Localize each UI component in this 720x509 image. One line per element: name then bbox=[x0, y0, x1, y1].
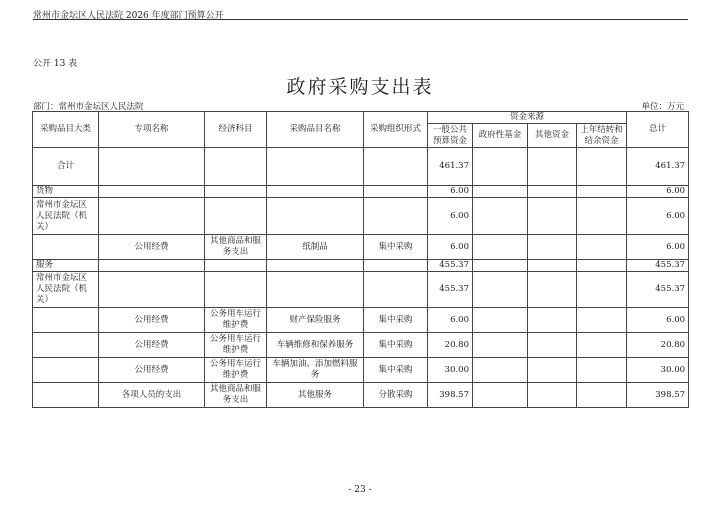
table-row bbox=[33, 272, 689, 308]
cell-form: 分散采购 bbox=[364, 383, 428, 408]
cell-general-budget: 455.37 bbox=[428, 260, 473, 272]
table-row bbox=[33, 186, 689, 198]
cell-category bbox=[33, 308, 99, 333]
col-header-item: 采购品目名称 bbox=[267, 112, 364, 148]
document-title: 政府采购支出表 bbox=[286, 76, 434, 98]
cell-form bbox=[364, 186, 428, 198]
cell-total: 455.37 bbox=[627, 272, 689, 308]
cell-item: 车辆加油、添加燃料服务 bbox=[267, 358, 364, 383]
col-header-fund-source: 资金来源 bbox=[428, 112, 627, 124]
cell-other-fund bbox=[528, 235, 577, 260]
col-header-econ: 经济科目 bbox=[205, 112, 267, 148]
cell-econ: 公务用车运行维护费 bbox=[205, 358, 267, 383]
cell-item: 财产保险服务 bbox=[267, 308, 364, 333]
col-header-project: 专项名称 bbox=[99, 112, 205, 148]
cell-general-budget: 6.00 bbox=[428, 186, 473, 198]
cell-general-budget: 6.00 bbox=[428, 235, 473, 260]
unit-label: 单位：万元 bbox=[641, 102, 684, 112]
cell-project bbox=[99, 260, 205, 272]
cell-category: 常州市金坛区人民法院（机关） bbox=[33, 198, 99, 235]
cell-general-budget: 30.00 bbox=[428, 358, 473, 383]
cell-gov-fund bbox=[473, 148, 528, 186]
cell-project bbox=[99, 272, 205, 308]
cell-carryover bbox=[577, 148, 627, 186]
cell-project bbox=[99, 148, 205, 186]
cell-carryover bbox=[577, 333, 627, 358]
cell-project: 公用经费 bbox=[99, 308, 205, 333]
procurement-table bbox=[32, 111, 689, 408]
cell-total: 30.00 bbox=[627, 358, 689, 383]
cell-other-fund bbox=[528, 186, 577, 198]
cell-item: 其他服务 bbox=[267, 383, 364, 408]
cell-general-budget: 6.00 bbox=[428, 198, 473, 235]
cell-gov-fund bbox=[473, 308, 528, 333]
cell-item bbox=[267, 272, 364, 308]
cell-econ bbox=[205, 186, 267, 198]
cell-item: 车辆维修和保养服务 bbox=[267, 333, 364, 358]
table-row bbox=[33, 333, 689, 358]
cell-econ bbox=[205, 272, 267, 308]
cell-category bbox=[33, 383, 99, 408]
cell-total: 398.57 bbox=[627, 383, 689, 408]
header-divider bbox=[33, 19, 688, 20]
cell-project: 各项人员的支出 bbox=[99, 383, 205, 408]
cell-econ: 其他商品和服务支出 bbox=[205, 383, 267, 408]
cell-other-fund bbox=[528, 333, 577, 358]
cell-total: 6.00 bbox=[627, 308, 689, 333]
table-header-row bbox=[33, 112, 689, 124]
cell-project: 公用经费 bbox=[99, 333, 205, 358]
cell-other-fund bbox=[528, 358, 577, 383]
table-row bbox=[33, 235, 689, 260]
cell-category bbox=[33, 235, 99, 260]
cell-category: 常州市金坛区人民法院（机关） bbox=[33, 272, 99, 308]
cell-category: 服务 bbox=[33, 260, 99, 272]
col-header-carryover: 上年结转和结余资金 bbox=[577, 124, 627, 148]
cell-item bbox=[267, 148, 364, 186]
cell-econ bbox=[205, 260, 267, 272]
cell-other-fund bbox=[528, 308, 577, 333]
cell-general-budget: 455.37 bbox=[428, 272, 473, 308]
col-header-gov-fund: 政府性基金 bbox=[473, 124, 528, 148]
table-row bbox=[33, 260, 689, 272]
col-header-general-budget: 一般公共预算资金 bbox=[428, 124, 473, 148]
cell-project: 公用经费 bbox=[99, 358, 205, 383]
cell-gov-fund bbox=[473, 358, 528, 383]
cell-total: 6.00 bbox=[627, 235, 689, 260]
cell-gov-fund bbox=[473, 383, 528, 408]
cell-econ: 公务用车运行维护费 bbox=[205, 333, 267, 358]
cell-total: 455.37 bbox=[627, 260, 689, 272]
page-header-title: 常州市金坛区人民法院 2026 年度部门预算公开 bbox=[33, 11, 224, 21]
cell-econ: 其他商品和服务支出 bbox=[205, 235, 267, 260]
cell-carryover bbox=[577, 186, 627, 198]
cell-item bbox=[267, 198, 364, 235]
table-row bbox=[33, 198, 689, 235]
col-header-other-fund: 其他资金 bbox=[528, 124, 577, 148]
department-label: 部门：常州市金坛区人民法院 bbox=[33, 102, 144, 112]
cell-form: 集中采购 bbox=[364, 358, 428, 383]
cell-carryover bbox=[577, 235, 627, 260]
cell-other-fund bbox=[528, 198, 577, 235]
cell-form bbox=[364, 148, 428, 186]
cell-other-fund bbox=[528, 260, 577, 272]
cell-gov-fund bbox=[473, 235, 528, 260]
cell-carryover bbox=[577, 308, 627, 333]
cell-total: 6.00 bbox=[627, 186, 689, 198]
cell-category bbox=[33, 358, 99, 383]
cell-general-budget: 398.57 bbox=[428, 383, 473, 408]
cell-form: 集中采购 bbox=[364, 333, 428, 358]
col-header-category: 采购品目大类 bbox=[33, 112, 99, 148]
cell-category: 合计 bbox=[33, 148, 99, 186]
cell-category bbox=[33, 333, 99, 358]
cell-form: 集中采购 bbox=[364, 308, 428, 333]
cell-total: 6.00 bbox=[627, 198, 689, 235]
cell-other-fund bbox=[528, 148, 577, 186]
cell-form: 集中采购 bbox=[364, 235, 428, 260]
cell-form bbox=[364, 272, 428, 308]
cell-project bbox=[99, 198, 205, 235]
cell-carryover bbox=[577, 358, 627, 383]
cell-carryover bbox=[577, 260, 627, 272]
page-number: - 23 - bbox=[348, 485, 372, 495]
cell-form bbox=[364, 260, 428, 272]
cell-gov-fund bbox=[473, 260, 528, 272]
cell-general-budget: 461.37 bbox=[428, 148, 473, 186]
cell-total: 20.80 bbox=[627, 333, 689, 358]
cell-other-fund bbox=[528, 272, 577, 308]
table-row bbox=[33, 358, 689, 383]
cell-total: 461.37 bbox=[627, 148, 689, 186]
cell-other-fund bbox=[528, 383, 577, 408]
table-row bbox=[33, 383, 689, 408]
table-number: 公开 13 表 bbox=[33, 59, 78, 69]
cell-project: 公用经费 bbox=[99, 235, 205, 260]
cell-econ bbox=[205, 148, 267, 186]
cell-econ bbox=[205, 198, 267, 235]
table-row bbox=[33, 308, 689, 333]
cell-carryover bbox=[577, 198, 627, 235]
cell-econ: 公务用车运行维护费 bbox=[205, 308, 267, 333]
cell-item bbox=[267, 260, 364, 272]
cell-category: 货物 bbox=[33, 186, 99, 198]
cell-item bbox=[267, 186, 364, 198]
cell-gov-fund bbox=[473, 333, 528, 358]
col-header-total: 总计 bbox=[627, 112, 689, 148]
cell-project bbox=[99, 186, 205, 198]
cell-gov-fund bbox=[473, 272, 528, 308]
cell-general-budget: 6.00 bbox=[428, 308, 473, 333]
cell-form bbox=[364, 198, 428, 235]
table-row bbox=[33, 148, 689, 186]
cell-gov-fund bbox=[473, 186, 528, 198]
cell-item: 纸制品 bbox=[267, 235, 364, 260]
col-header-form: 采购组织形式 bbox=[364, 112, 428, 148]
cell-carryover bbox=[577, 272, 627, 308]
cell-carryover bbox=[577, 383, 627, 408]
cell-general-budget: 20.80 bbox=[428, 333, 473, 358]
cell-gov-fund bbox=[473, 198, 528, 235]
